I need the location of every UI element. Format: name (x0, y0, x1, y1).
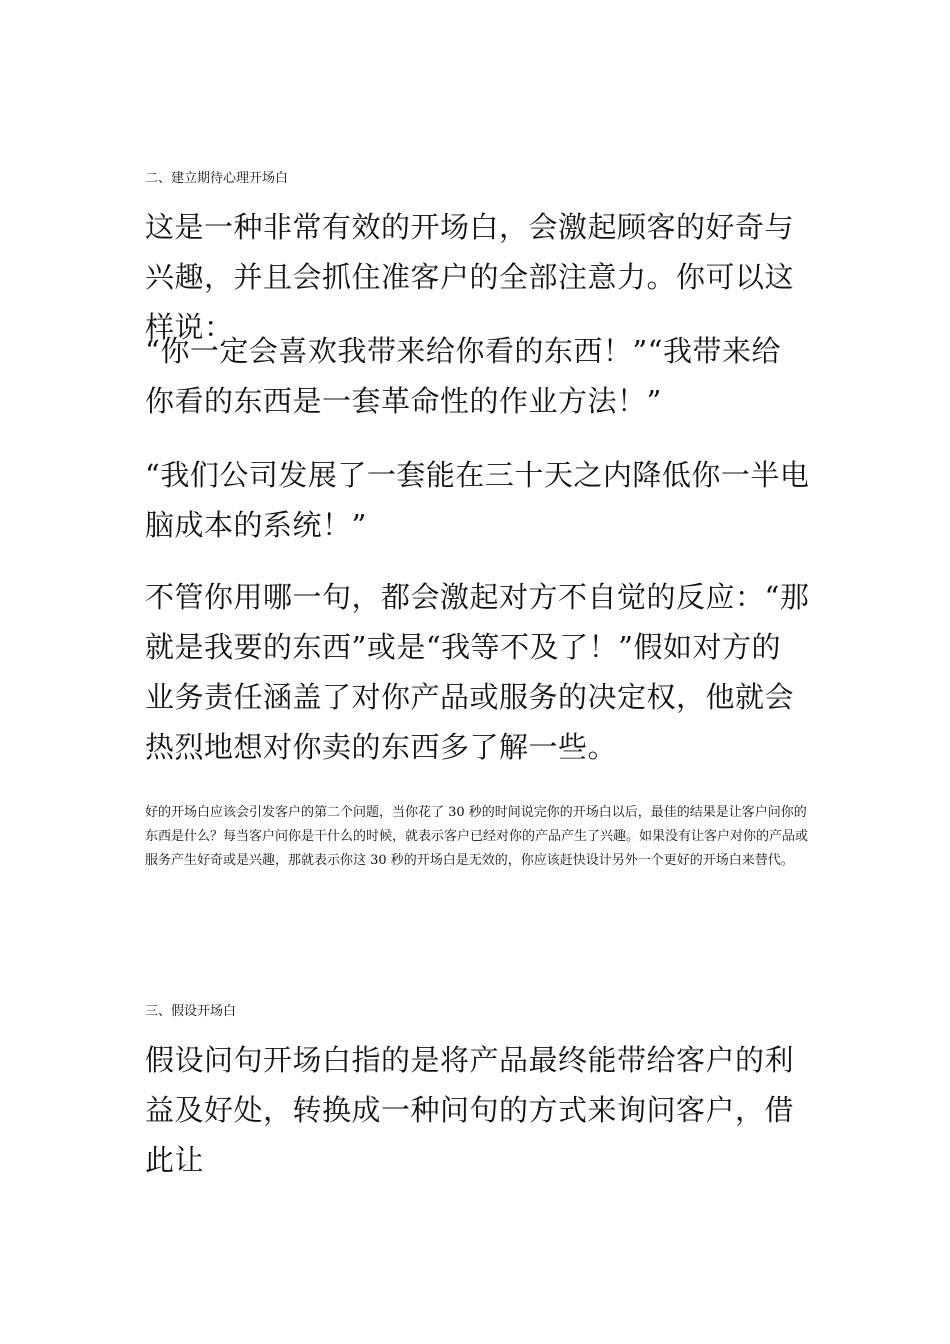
section-heading-2: 二、建立期待心理开场白 (145, 171, 289, 186)
paragraph-intro: 这是一种非常有效的开场白，会激起顾客的好奇与兴趣，并且会抓住准客户的全部注意力。你可以这样说： (145, 210, 795, 344)
paragraph-assumption: 假设问句开场白指的是将产品最终能带给客户的利益及好处，转换成一种问句的方式来询问客户，借此让 (145, 1043, 795, 1177)
paragraph-reaction: 不管你用哪一句，都会激起对方不自觉的反应：“那就是我要的东西”或是“我等不及了！”假如对方的业务责任涵盖了对你产品或服务的决定权，他就会热烈地想对你卖的东西多了解一些。 (145, 580, 810, 764)
paragraph-quote-2: “我们公司发展了一套能在三十天之内降低你一半电脑成本的系统！” (145, 458, 810, 542)
section-heading-3: 三、假设开场白 (145, 1004, 237, 1019)
paragraph-quote-1: “你一定会喜欢我带来给你看的东西！”“我带来给你看的东西是一套革命性的作业方法！” (145, 334, 781, 418)
paragraph-note: 好的开场白应该会引发客户的第二个问题，当你花了 30 秒的时间说完你的开场白以后，最佳的结果是让客户问你的东西是什么？每当客户问你是干什么的时候，就表示客户已经对你的产品产生了兴趣。如果没有让客户对你的产品或服务产生好奇或是兴趣，那就表示你这 30 秒的开场白是无效的，你应该赶快设计另外一个更好的开场白来替代。 (145, 805, 809, 868)
